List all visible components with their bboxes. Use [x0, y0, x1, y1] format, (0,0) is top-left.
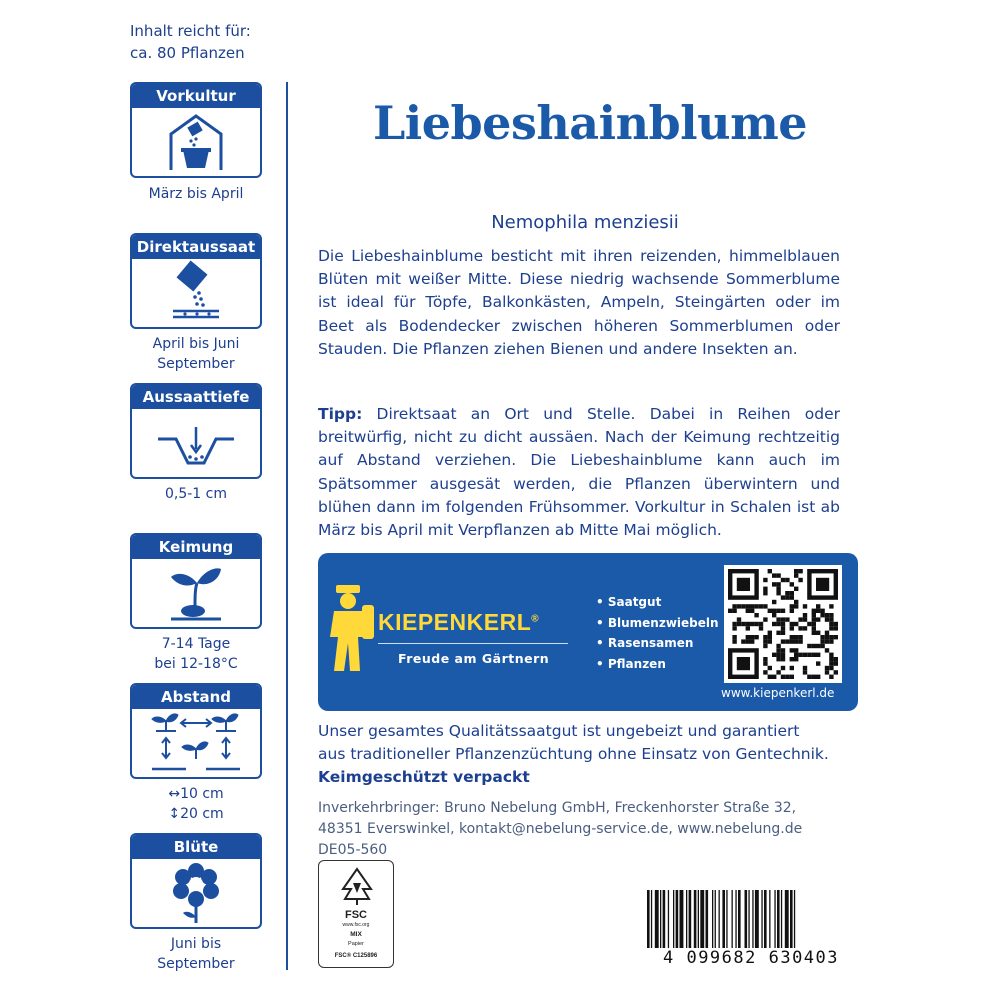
fsc-site: www.fsc.org [342, 922, 370, 928]
legal-line-2: 48351 Everswinkel, kontakt@nebelung-service.de, www.nebelung.de [318, 821, 803, 837]
barcode-number: 4 099682 630403 [662, 948, 840, 968]
contents-info [130, 20, 251, 64]
card-direktaussaat-title: Direktaussaat [132, 235, 260, 259]
brand-logo [378, 609, 539, 636]
card-abstand-caption-2-text: 20 cm [180, 806, 224, 822]
card-aussaattiefe-caption-1: 0,5-1 cm [164, 486, 227, 502]
botanical-name: Nemophila menziesii [491, 212, 679, 233]
vertical-arrow-icon: ↕ [168, 806, 181, 822]
quality-line-2: aus traditioneller Pflanzenzüchtung ohne Einsatz von Gentechnik. [318, 745, 829, 763]
card-bluete-caption-1: Juni bis [170, 936, 222, 952]
brand-name: KIEPENKERL [378, 609, 532, 635]
tip-paragraph [318, 403, 840, 542]
legal-line-1: Inverkehrbringer: Bruno Nebelung GmbH, Freckenhorster Straße 32, [318, 800, 797, 816]
card-vorkultur-caption [120, 184, 272, 204]
tip-text: Direktsaat an Ort und Stelle. Dabei in Reihen oder breitwürfig, nicht zu dicht aussäen. Nach der Keimung rechtzeitig auf Abstand verziehen. Die Liebeshainblume kann auch im Spätsommer ausgesät werden, die Pflanzen überwintern und blühen dann im folgenden Frühsommer. Vorkultur in Schalen ist ab März bis April mit Verpflanzen ab Mitte Mai möglich. [318, 405, 840, 540]
sowing-depth-icon [154, 409, 238, 475]
fsc-label [318, 860, 394, 968]
product-item: • Blumenzwiebeln [596, 613, 719, 634]
card-direktaussaat-caption-2: September [157, 356, 235, 372]
card-bluete-caption-2: September [157, 956, 235, 972]
tip-label: Tipp: [318, 405, 363, 423]
card-keimung-caption-1: 7-14 Tage [161, 636, 231, 652]
card-bluete [130, 833, 262, 929]
card-aussaattiefe-title: Aussaattiefe [132, 385, 260, 409]
quality-statement [318, 720, 878, 789]
quality-line-1: Unser gesamtes Qualitätssaatgut ist ungebeizt und garantiert [318, 722, 800, 740]
registered-mark: ® [531, 613, 540, 625]
seed-bag-sowing-icon [161, 259, 231, 325]
legal-info [318, 798, 878, 861]
card-direktaussaat-caption [120, 334, 272, 374]
card-keimung-caption [120, 634, 272, 674]
card-abstand-caption-2 [120, 804, 272, 824]
contents-line-2: ca. 80 Pflanzen [130, 44, 245, 62]
product-item: • Rasensamen [596, 633, 719, 654]
card-abstand-caption-1 [120, 784, 272, 804]
card-direktaussaat [130, 233, 262, 329]
card-vorkultur-caption-1: März bis April [148, 186, 244, 202]
brand-url[interactable]: www.kiepenkerl.de [721, 686, 835, 700]
brand-slogan: Freude am Gärtnern [398, 651, 550, 666]
card-keimung [130, 533, 262, 629]
legal-line-3: DE05-560 [318, 842, 388, 858]
card-aussaattiefe-caption [120, 484, 272, 504]
flower-icon [161, 859, 231, 925]
card-keimung-title: Keimung [132, 535, 260, 559]
fsc-mix: MIX [350, 931, 362, 938]
qr-code-icon [728, 569, 838, 679]
brand-divider [378, 643, 568, 644]
card-abstand-caption [120, 784, 272, 824]
quality-bold: Keimgeschützt verpackt [318, 768, 530, 786]
card-vorkultur [130, 82, 262, 178]
contents-line-1: Inhalt reicht für: [130, 22, 251, 40]
fsc-tree-icon [339, 867, 375, 907]
qr-code[interactable] [724, 565, 842, 683]
barcode [645, 890, 855, 948]
card-direktaussaat-caption-1: April bis Juni [152, 336, 240, 352]
greenhouse-pot-icon [161, 108, 231, 174]
card-bluete-title: Blüte [132, 835, 260, 859]
product-item: • Saatgut [596, 592, 719, 613]
column-divider [286, 82, 288, 970]
card-aussaattiefe [130, 383, 262, 479]
plant-spacing-icon [146, 709, 246, 775]
card-vorkultur-title: Vorkultur [132, 84, 260, 108]
product-list [596, 592, 719, 674]
horizontal-arrow-icon: ↔ [168, 786, 181, 802]
fsc-code: FSC® C125896 [334, 953, 378, 959]
card-abstand-caption-1-text: 10 cm [180, 786, 224, 802]
card-bluete-caption [120, 934, 272, 974]
fsc-brand: FSC [345, 909, 367, 921]
card-abstand-title: Abstand [132, 685, 260, 709]
product-item: • Pflanzen [596, 654, 719, 675]
card-keimung-caption-2: bei 12-18°C [154, 656, 238, 672]
card-abstand [130, 683, 262, 779]
kiepenkerl-figure-icon [328, 581, 378, 673]
seedling-icon [161, 559, 231, 625]
description: Die Liebeshainblume besticht mit ihren reizenden, himmelblauen Blüten mit weißer Mitte. Diese niedrig wachsende Sommerblume ist ideal für Töpfe, Balkonkästen, Ampeln, Steingärten oder im Beet als Bodendecker zwischen höheren Sommerblumen oder Stauden. Die Pflanzen ziehen Bienen und andere Insekten an. [318, 247, 840, 358]
page-title: Liebeshainblume [372, 96, 808, 150]
fsc-paper: Papier [348, 941, 364, 947]
brand-banner [318, 553, 858, 711]
